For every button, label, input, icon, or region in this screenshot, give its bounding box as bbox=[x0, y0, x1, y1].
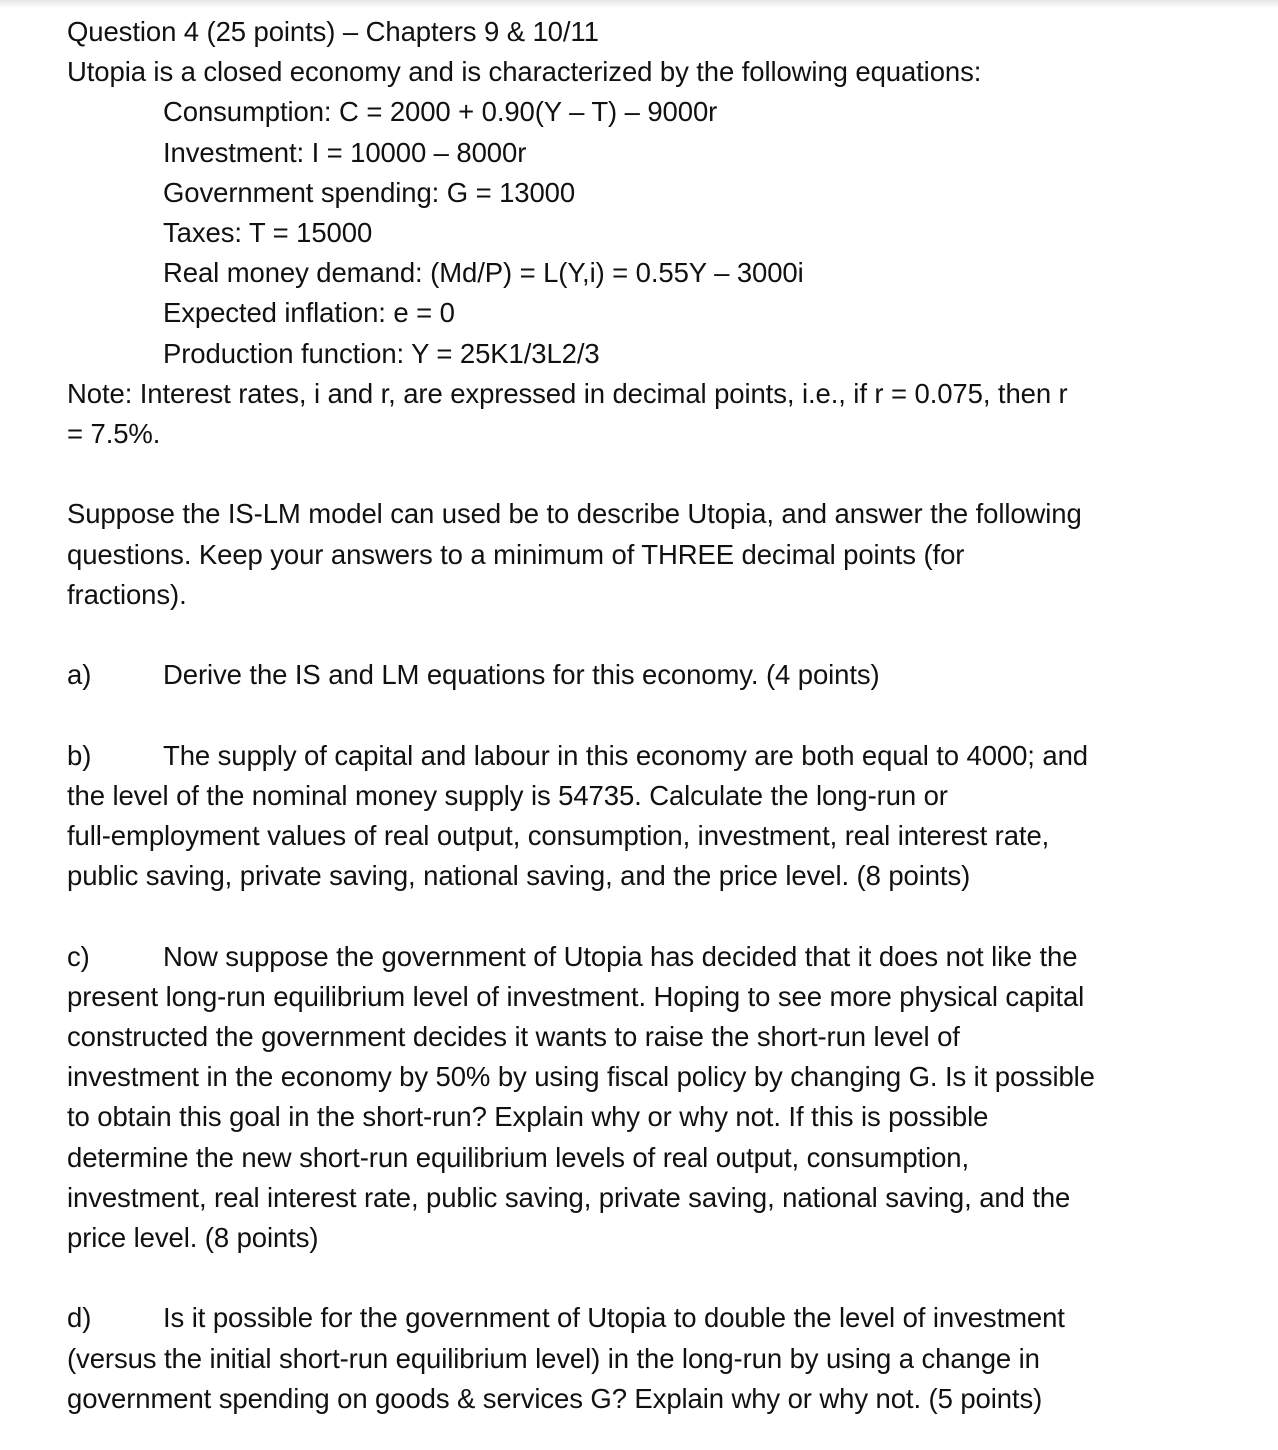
part-c-first-line: Now suppose the government of Utopia has decided that it does not like the bbox=[163, 940, 1078, 972]
spacer bbox=[67, 454, 1197, 494]
top-shadow bbox=[0, 0, 1278, 8]
instructions-line-2: questions. Keep your answers to a minimum of THREE decimal points (for bbox=[67, 538, 965, 570]
part-b bbox=[67, 736, 1197, 897]
part-a-text: Derive the IS and LM equations for this economy. (4 points) bbox=[163, 659, 880, 691]
instructions-line-3: fractions). bbox=[67, 578, 187, 610]
equation-investment: Investment: I = 10000 – 8000r bbox=[163, 136, 527, 168]
part-b-first-line: The supply of capital and labour in this economy are both equal to 4000; and bbox=[163, 739, 1088, 771]
part-b-line: public saving, private saving, national saving, and the price level. (8 points) bbox=[67, 860, 971, 892]
part-c-line: investment, real interest rate, public saving, private saving, national saving, and the bbox=[67, 1181, 1071, 1213]
part-c-line: constructed the government decides it wants to raise the short-run level of bbox=[67, 1021, 960, 1053]
question-title: Question 4 (25 points) – Chapters 9 & 10/11 bbox=[67, 16, 599, 47]
intro-text: Utopia is a closed economy and is characterized by the following equations: bbox=[67, 56, 982, 88]
instructions-line-1: Suppose the IS-LM model can used be to describe Utopia, and answer the following bbox=[67, 498, 1082, 530]
part-d-line: government spending on goods & services G? Explain why or why not. (5 points) bbox=[67, 1382, 1043, 1414]
equation-expected-inflation: Expected inflation: e = 0 bbox=[163, 297, 455, 329]
question-document bbox=[67, 12, 1197, 1419]
part-c bbox=[67, 937, 1197, 1259]
part-d-label: d) bbox=[67, 1302, 92, 1334]
equation-money-demand: Real money demand: (Md/P) = L(Y,i) = 0.55Y – 3000i bbox=[163, 257, 804, 289]
part-c-label: c) bbox=[67, 940, 90, 972]
equation-taxes: Taxes: T = 15000 bbox=[163, 217, 373, 249]
part-a-label: a) bbox=[67, 659, 92, 691]
part-b-label: b) bbox=[67, 739, 92, 771]
part-d bbox=[67, 1298, 1197, 1419]
note-line-1: Note: Interest rates, i and r, are expressed in decimal points, i.e., if r = 0.075, then r bbox=[67, 377, 1068, 409]
equation-government-spending: Government spending: G = 13000 bbox=[163, 176, 576, 208]
part-c-line: to obtain this goal in the short-run? Explain why or why not. If this is possible bbox=[67, 1101, 989, 1133]
part-b-line: full-employment values of real output, consumption, investment, real interest rate, bbox=[67, 820, 1050, 852]
spacer bbox=[67, 1258, 1197, 1298]
part-c-line: price level. (8 points) bbox=[67, 1222, 319, 1254]
part-b-line: the level of the nominal money supply is 54735. Calculate the long-run or bbox=[67, 779, 948, 811]
spacer bbox=[67, 695, 1197, 735]
equation-list bbox=[67, 92, 1197, 373]
equation-consumption: Consumption: C = 2000 + 0.90(Y – T) – 9000r bbox=[163, 96, 718, 128]
note-line-2: = 7.5%. bbox=[67, 418, 161, 450]
spacer bbox=[67, 615, 1197, 655]
spacer bbox=[67, 896, 1197, 936]
part-c-line: investment in the economy by 50% by using fiscal policy by changing G. Is it possible bbox=[67, 1061, 1095, 1093]
part-c-line: present long-run equilibrium level of investment. Hoping to see more physical capital bbox=[67, 980, 1085, 1012]
part-d-first-line: Is it possible for the government of Utopia to double the level of investment bbox=[163, 1302, 1065, 1334]
equation-production-function: Production function: Y = 25K1/3L2/3 bbox=[163, 337, 600, 369]
part-c-line: determine the new short-run equilibrium levels of real output, consumption, bbox=[67, 1141, 970, 1173]
part-d-line: (versus the initial short-run equilibrium level) in the long-run by using a change in bbox=[67, 1342, 1040, 1374]
part-a bbox=[67, 655, 1197, 695]
